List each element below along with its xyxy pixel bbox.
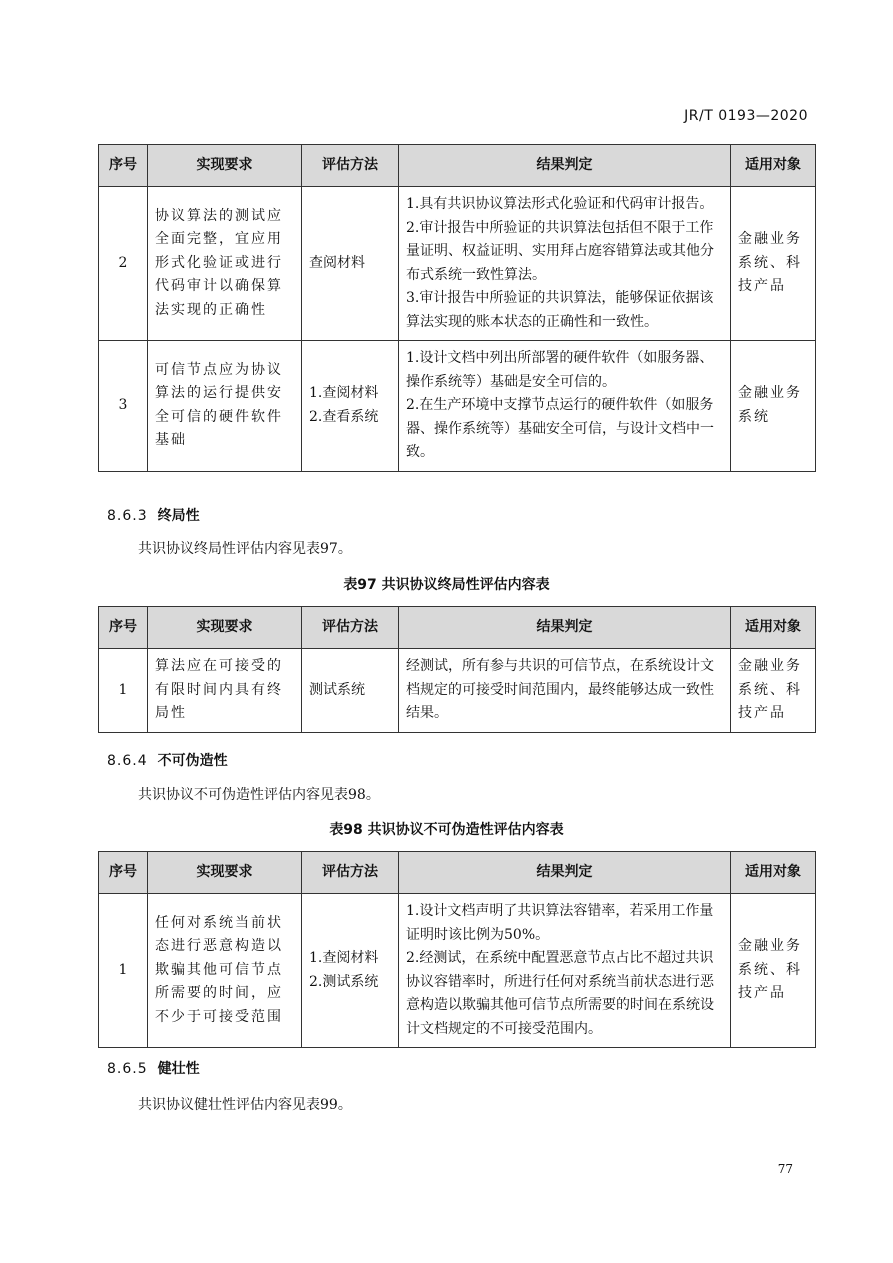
section-title: 不可伪造性: [157, 753, 228, 769]
cell-result: 1.设计文档声明了共识算法容错率，若采用工作量证明时该比例为50%。 2.经测试，在系统中配置恶意节点占比不超过共识协议容错率时，所进行任何对系统当前状态进行恶意构造以欺骗其他可信节点所需要的时间在系统设计文档规定的不可接受范围内。: [399, 894, 731, 1048]
cell-requirement: 协议算法的测试应全面完整，宜应用形式化验证或进行代码审计以确保算法实现的正确性: [148, 187, 302, 341]
col-header-target: 适用对象: [731, 607, 816, 649]
cell-target: 金融业务系统、科技产品: [731, 187, 816, 341]
table-header-row: [99, 852, 816, 894]
cell-method: 查阅材料: [302, 187, 399, 341]
col-header-result: 结果判定: [399, 607, 731, 649]
section-intro: 共识协议不可伪造性评估内容见表98。: [138, 787, 380, 803]
cell-seq: 1: [99, 649, 148, 733]
cell-target: 金融业务系统、科技产品: [731, 894, 816, 1048]
table-caption-98: 表98 共识协议不可伪造性评估内容表: [329, 822, 564, 838]
section-title: 终局性: [157, 508, 200, 524]
col-header-target: 适用对象: [731, 852, 816, 894]
cell-result: 1.设计文档中列出所部署的硬件软件（如服务器、操作系统等）基础是安全可信的。 2.在生产环境中支撑节点运行的硬件软件（如服务器、操作系统等）基础安全可信，与设计文档中一致。: [399, 341, 731, 472]
cell-target: 金融业务系统、科技产品: [731, 649, 816, 733]
col-header-method: 评估方法: [302, 607, 399, 649]
table-row: [99, 649, 816, 733]
unforgeability-table: [98, 851, 816, 1048]
cell-result: 1.具有共识协议算法形式化验证和代码审计报告。 2.审计报告中所验证的共识算法包括但不限于工作量证明、权益证明、实用拜占庭容错算法或其他分布式系统一致性算法。 3.审计报告中所验证的共识算法，能够保证依据该算法实现的账本状态的正确性和一致性。: [399, 187, 731, 341]
table-row: [99, 894, 816, 1048]
section-intro: 共识协议终局性评估内容见表97。: [138, 541, 352, 557]
cell-requirement: 可信节点应为协议算法的运行提供安全可信的硬件软件基础: [148, 341, 302, 472]
cell-method: 1.查阅材料 2.测试系统: [302, 894, 399, 1048]
col-header-seq: 序号: [99, 607, 148, 649]
col-header-target: 适用对象: [731, 145, 816, 187]
section-intro: 共识协议健壮性评估内容见表99。: [138, 1097, 352, 1113]
col-header-result: 结果判定: [399, 852, 731, 894]
cell-seq: 2: [99, 187, 148, 341]
section-number: 8.6.5: [107, 1061, 148, 1077]
cell-result: 经测试，所有参与共识的可信节点，在系统设计文档规定的可接受时间范围内，最终能够达成一致性结果。: [399, 649, 731, 733]
table-header-row: [99, 607, 816, 649]
col-header-method: 评估方法: [302, 852, 399, 894]
cell-requirement: 算法应在可接受的有限时间内具有终局性: [148, 649, 302, 733]
cell-seq: 1: [99, 894, 148, 1048]
col-header-result: 结果判定: [399, 145, 731, 187]
section-title: 健壮性: [157, 1061, 200, 1077]
table-caption-97: 表97 共识协议终局性评估内容表: [343, 577, 550, 593]
cell-method: 1.查阅材料 2.查看系统: [302, 341, 399, 472]
cell-requirement: 任何对系统当前状态进行恶意构造以欺骗其他可信节点所需要的时间，应不少于可接受范围: [148, 894, 302, 1048]
section-number: 8.6.4: [107, 753, 148, 769]
col-header-method: 评估方法: [302, 145, 399, 187]
col-header-requirement: 实现要求: [148, 607, 302, 649]
requirements-table-continued: [98, 144, 816, 472]
table-row: [99, 341, 816, 472]
table-row: [99, 187, 816, 341]
section-heading-8-6-5: [107, 1058, 200, 1078]
table-header-row: [99, 145, 816, 187]
finality-table: [98, 606, 816, 733]
page-number: 77: [777, 1162, 793, 1176]
document-code: JR/T 0193—2020: [684, 108, 808, 124]
col-header-requirement: 实现要求: [148, 145, 302, 187]
cell-target: 金融业务系统: [731, 341, 816, 472]
col-header-requirement: 实现要求: [148, 852, 302, 894]
section-heading-8-6-3: [107, 505, 200, 525]
section-number: 8.6.3: [107, 508, 148, 524]
section-heading-8-6-4: [107, 750, 228, 770]
cell-seq: 3: [99, 341, 148, 472]
col-header-seq: 序号: [99, 852, 148, 894]
cell-method: 测试系统: [302, 649, 399, 733]
col-header-seq: 序号: [99, 145, 148, 187]
